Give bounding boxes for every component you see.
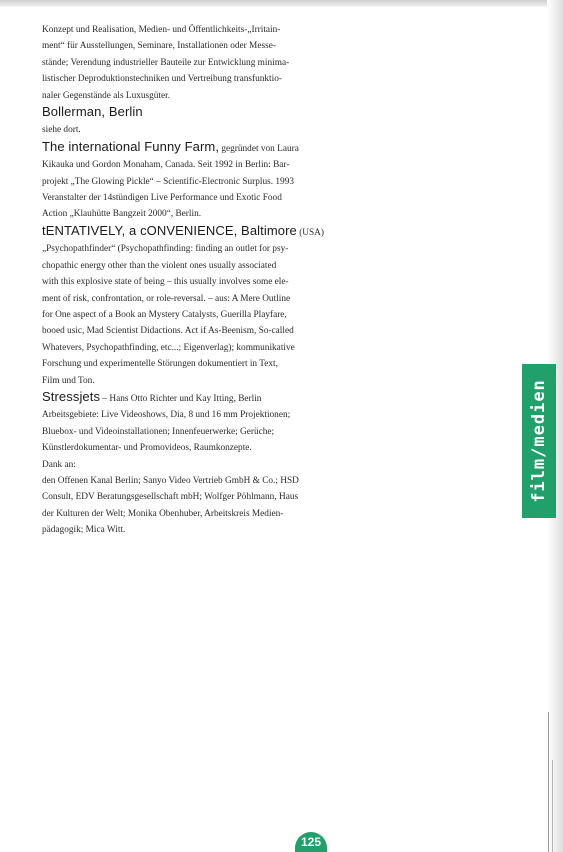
text-line: pädagogik; Mica Witt. [42, 525, 126, 536]
entry-tentatively [42, 223, 332, 389]
entry-bollerman [42, 104, 332, 139]
acknowledgements-label: Dank an: [42, 459, 76, 470]
text-line: Konzept und Realisation, Medien- und Öffentlichkeits-„Irritain- [42, 25, 281, 35]
acknowledgements [42, 457, 332, 539]
text-line: Künstlerdokumentar- und Promovideos, Raumkonzepte. [42, 443, 252, 454]
text-line: Whatevers, Psychopathfinding, etc...; Eigenverlag); kommunikative [42, 342, 295, 353]
page-body [42, 22, 332, 539]
section-tab-label: film/medien [529, 379, 549, 503]
intro-paragraph [42, 22, 332, 104]
entry-name: The international Funny Farm, [42, 138, 220, 154]
entry-heading-line [42, 104, 332, 122]
text-line: Kikauka und Gordon Monaham, Canada. Seit 1992 in Berlin: Bar- [42, 160, 290, 171]
text-line: „Psychopathfinder“ (Psychopathfinding: finding an outlet for psy- [42, 244, 289, 255]
text-line: for One aspect of a Book an Mystery Catalysts, Guerilla Playfare, [42, 309, 287, 320]
entry-heading-line [42, 139, 332, 157]
text-line: ment“ für Ausstellungen, Seminare, Installationen oder Messe- [42, 41, 276, 52]
entry-description-start: – Hans Otto Richter und Kay Itting, Berlin [100, 393, 262, 404]
entry-name-suffix: (USA) [296, 227, 324, 238]
text-line: Arbeitsgebiete: Live Videoshows, Dia, 8 und 16 mm Projektionen; [42, 410, 291, 421]
page-number: 125 [295, 832, 327, 852]
text-line: siehe dort. [42, 125, 81, 136]
entry-heading-line [42, 223, 332, 241]
text-line: Forschung und experimentelle Störungen dokumentiert in Text, [42, 359, 278, 370]
entry-funny-farm [42, 139, 332, 223]
text-line: projekt „The Glowing Pickle“ – Scientific-Electronic Surplus. 1993 [42, 176, 294, 187]
section-tab [522, 364, 556, 518]
text-line: listischer Deproduktionstechniken und Vertreibung transfunktio- [42, 74, 282, 85]
entry-stressjets [42, 389, 332, 457]
text-line: booed usic, Mad Scientist Didactions. Act if As-Beenism, So-called [42, 326, 294, 337]
entry-name: tENTATIVELY, a cONVENIENCE, Baltimore [42, 222, 297, 238]
text-line: den Offenen Kanal Berlin; Sanyo Video Vertrieb GmbH & Co.; HSD [42, 475, 299, 486]
text-line: der Kulturen der Welt; Monika Obenhuber, Arbeitskreis Medien- [42, 508, 284, 519]
text-line: naler Gegenstände als Luxusgüter. [42, 90, 171, 101]
binding-line-secondary [552, 760, 553, 852]
text-line: Action „Klauhütte Bangzeit 2000“, Berlin. [42, 209, 202, 220]
text-line: stände; Verendung industrieller Bauteile zur Entwicklung minima- [42, 57, 290, 68]
entry-name: Stressjets [42, 388, 101, 404]
text-line: with this explosive state of being – this usually involves some ele- [42, 277, 289, 288]
entry-name: Bollerman, Berlin [42, 104, 143, 120]
text-line: Veranstalter der 14stündigen Live Performance und Exotic Food [42, 193, 282, 204]
text-line: Bluebox- und Videoinstallationen; Innenfeuerwerke; Gerüche; [42, 426, 275, 437]
text-line: chopathic energy other than the violent ones usually associated [42, 260, 277, 271]
entry-description-start: gegründet von Laura [219, 143, 299, 154]
text-line: Consult, EDV Beratungsgesellschaft mbH; Wolfger Pöhlmann, Haus [42, 492, 299, 503]
text-line: Film und Ton. [42, 375, 95, 386]
page-top-edge [0, 0, 563, 7]
text-line: ment of risk, confrontation, or role-reversal. – aus: A Mere Outline [42, 293, 291, 304]
binding-line [548, 712, 549, 852]
entry-heading-line [42, 389, 332, 407]
